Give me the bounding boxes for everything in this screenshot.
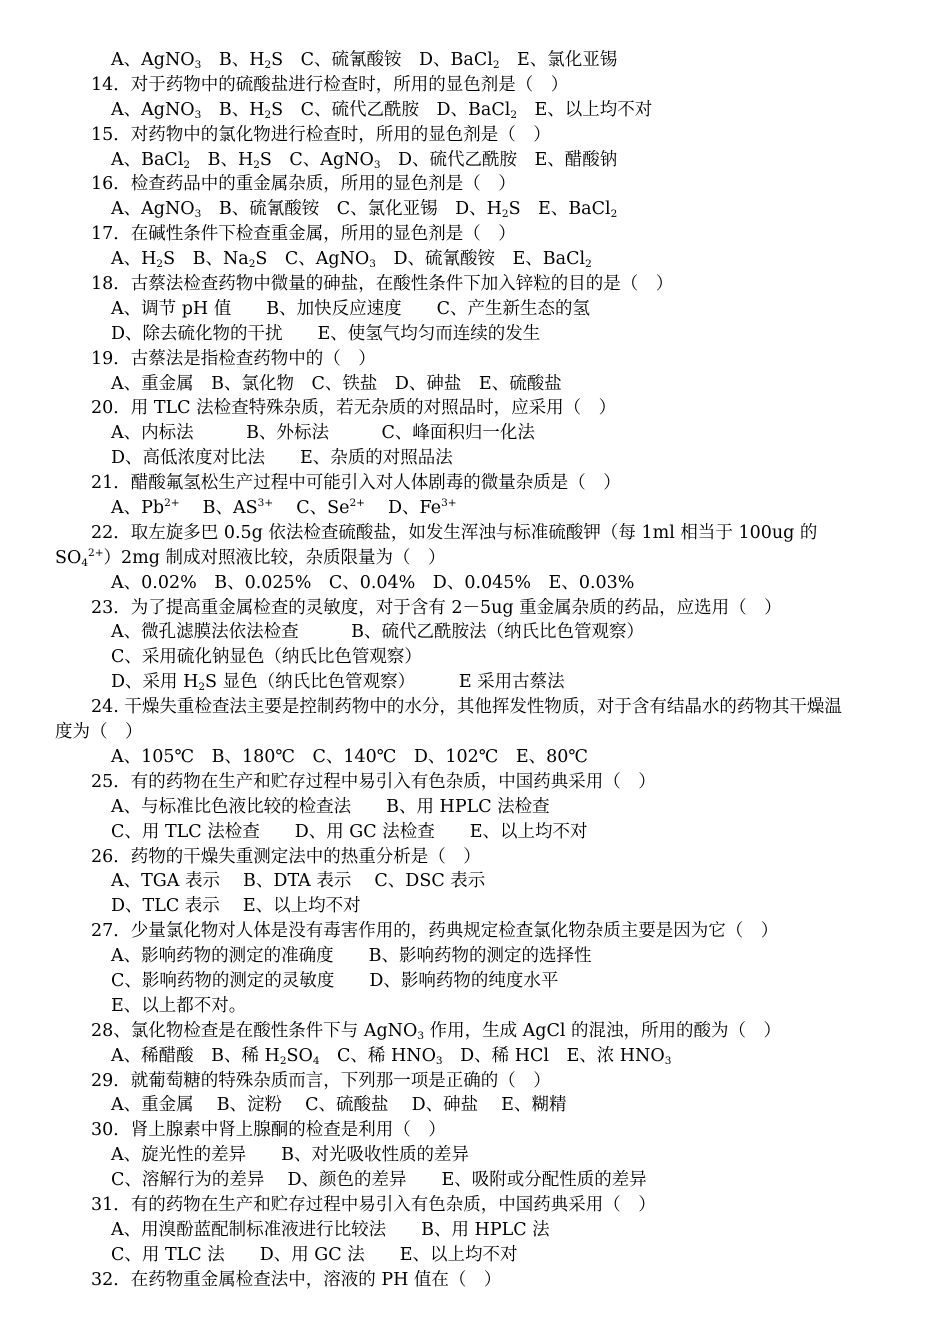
question-list <box>55 48 900 1293</box>
answer-options: C、用 TLC 法检查 D、用 GC 法检查 E、以上均不对 <box>111 821 588 842</box>
answer-options: A、用溴酚蓝配制标准液进行比较法 B、用 HPLC 法 <box>111 1219 550 1240</box>
question-stem: 31．有的药物在生产和贮存过程中易引入有色杂质，中国药典采用（ ） <box>91 1194 656 1215</box>
question-stem: 21．醋酸氟氢松生产过程中可能引入对人体剧毒的微量杂质是（ ） <box>91 473 621 494</box>
question-stem: 22．取左旋多巴 0.5g 依法检查硫酸盐，如发生浑浊与标准硫酸钾（每 1ml 相当于 100ug 的 <box>91 522 818 543</box>
answer-options: A、微孔滤膜法依法检查 B、硫代乙酰胺法（纳氏比色管观察） <box>111 622 644 643</box>
question-continuation: 度为（ ） <box>55 722 143 743</box>
question-stem: 20．用 TLC 法检查特殊杂质，若无杂质的对照品时，应采用（ ） <box>91 398 617 419</box>
answer-options: A、105℃ B、180℃ C、140℃ D、102℃ E、80℃ <box>111 746 588 767</box>
answer-options: A、$H_2S$ B、$Na_2S$ C、AgNO$_3$ D、硫氰酸铵 E、BaCl$_2$ <box>111 249 592 271</box>
answer-options: D、TLC 表示 E、以上均不对 <box>111 896 361 917</box>
question-stem: 17．在碱性条件下检查重金属，所用的显色剂是（ ） <box>91 224 516 245</box>
answer-options: A、0.02% B、0.025% C、0.04% D、0.045% E、0.03% <box>111 572 635 593</box>
answer-options: A、AgNO$_3$ B、$H_2S$ C、硫代乙酰胺 D、BaCl$_2$ E、以上均不对 <box>111 99 653 121</box>
question-stem: 19．古蔡法是指检查药物中的（ ） <box>91 348 376 369</box>
question-stem: 30．肾上腺素中肾上腺酮的检查是利用（ ） <box>91 1120 446 1141</box>
answer-options: A、调节 pH 值 B、加快反应速度 C、产生新生态的氢 <box>111 298 590 319</box>
answer-options: A、AgNO$_3$ B、$H_2S$ C、硫氰酸铵 D、BaCl$_2$ E、氯化亚锡 <box>111 50 618 71</box>
question-stem: 27．少量氯化物对人体是没有毒害作用的，药典规定检查氯化物杂质主要是因为它（ ） <box>91 921 779 942</box>
answer-options: A、旋光性的差异 B、对光吸收性质的差异 <box>111 1145 469 1166</box>
answer-options: A、重金属 B、淀粉 C、硫酸盐 D、砷盐 E、糊精 <box>111 1095 567 1116</box>
question-stem: 29．就葡萄糖的特殊杂质而言，下列那一项是正确的（ ） <box>91 1070 551 1091</box>
question-continuation: $SO_4^{2+})2mg$ 制成对照液比较，杂质限量为（ ） <box>55 546 446 569</box>
question-stem: 18．古蔡法检查药物中微量的砷盐，在酸性条件下加入锌粒的目的是（ ） <box>91 274 674 295</box>
question-stem: 16．检查药品中的重金属杂质，所用的显色剂是（ ） <box>91 174 516 195</box>
answer-options: E、以上都不对。 <box>111 995 247 1016</box>
answer-options: C、影响药物的测定的灵敏度 D、影响药物的纯度水平 <box>111 970 559 991</box>
question-stem: 14．对于药物中的硫酸盐进行检查时，所用的显色剂是（ ） <box>91 74 569 95</box>
answer-options: C、溶解行为的差异 D、颜色的差异 E、吸附或分配性质的差异 <box>111 1170 647 1191</box>
answer-options: A、内标法 B、外标法 C、峰面积归一化法 <box>111 423 535 444</box>
question-stem: 26．药物的干燥失重测定法中的热重分析是（ ） <box>91 846 481 867</box>
answer-options: A、$Pb^{2+}$ B、$AS^{3+}$ C、$Se^{2+}$ D、$Fe^{3+}$ <box>111 497 457 519</box>
question-stem: 24. 干燥失重检查法主要是控制药物中的水分，其他挥发性物质，对于含有结晶水的药物其干燥温 <box>91 697 842 718</box>
answer-options: C、用 TLC 法 D、用 GC 法 E、以上均不对 <box>111 1244 518 1265</box>
question-stem: 32．在药物重金属检查法中，溶液的 PH 值在（ ） <box>91 1269 502 1290</box>
question-stem: 23．为了提高重金属检查的灵敏度，对于含有 2－5ug 重金属杂质的药品，应选用（ ） <box>91 597 782 618</box>
answer-options: A、BaCl$_2$ B、$H_2S$ C、AgNO$_3$ D、硫代乙酰胺 E、醋酸钠 <box>111 149 618 171</box>
question-stem: 28、氯化物检查是在酸性条件下与 AgNO$_3$ 作用，生成 AgCl 的混浊，所用的酸为（ ） <box>91 1020 782 1042</box>
answer-options: A、稀醋酸 B、稀 $H_2SO_4$ C、稀 $HNO_3$ D、稀 HCl E、浓 $HNO_3$ <box>111 1045 672 1067</box>
answer-options: D、采用 $H_2S$ 显色（纳氏比色管观察） E 采用古蔡法 <box>111 672 565 694</box>
answer-options: C、采用硫化钠显色（纳氏比色管观察） <box>111 647 422 668</box>
answer-options: A、重金属 B、氯化物 C、铁盐 D、砷盐 E、硫酸盐 <box>111 373 562 394</box>
answer-options: D、高低浓度对比法 E、杂质的对照品法 <box>111 448 453 469</box>
answer-options: D、除去硫化物的干扰 E、使氢气均匀而连续的发生 <box>111 323 541 344</box>
answer-options: A、TGA 表示 B、DTA 表示 C、DSC 表示 <box>111 871 486 892</box>
question-stem: 25．有的药物在生产和贮存过程中易引入有色杂质，中国药典采用（ ） <box>91 771 656 792</box>
answer-options: A、AgNO$_3$ B、硫氰酸铵 C、氯化亚锡 D、$H_2S$ E、BaCl$_2$ <box>111 199 618 221</box>
question-stem: 15．对药物中的氯化物进行检查时，所用的显色剂是（ ） <box>91 124 551 145</box>
answer-options: A、影响药物的测定的准确度 B、影响药物的测定的选择性 <box>111 946 592 967</box>
answer-options: A、与标准比色液比较的检查法 B、用 HPLC 法检查 <box>111 796 550 817</box>
